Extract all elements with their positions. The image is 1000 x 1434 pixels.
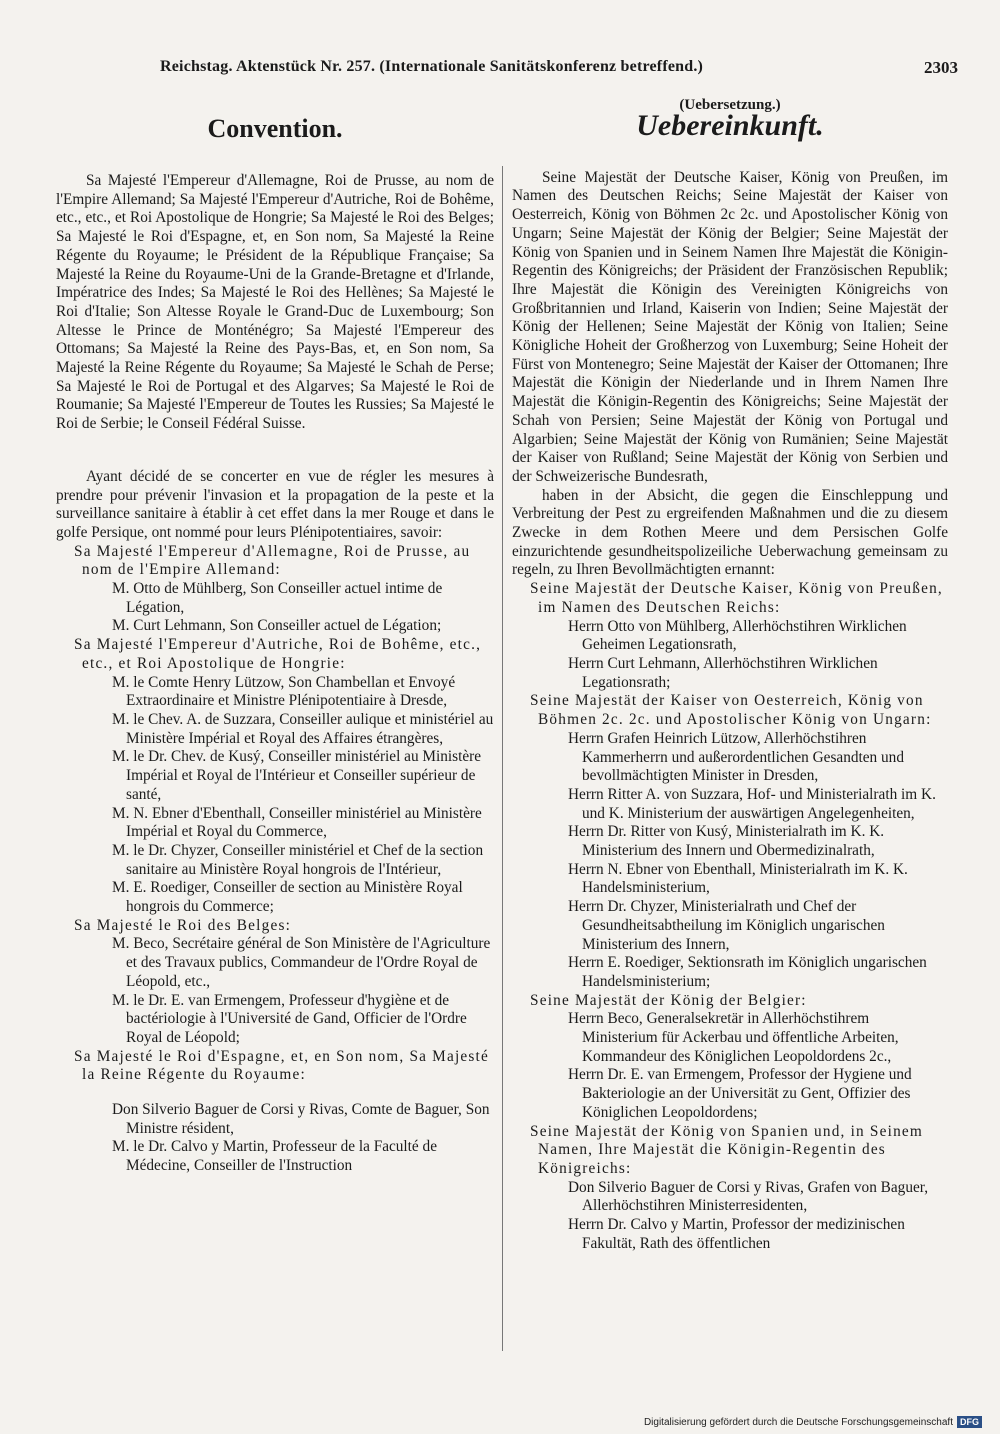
german-delegate: Herrn N. Ebner von Ebenthall, Ministerialrath im K. K. Handelsministerium,	[568, 860, 908, 897]
german-delegate: Herrn Dr. Ritter von Kusý, Ministerialrath im K. K. Ministerium des Innern und Obermedizinalrath,	[568, 823, 885, 860]
footer-credit: Digitalisierung gefördert durch die Deutsche Forschungsgemeinschaft	[643, 1416, 953, 1428]
running-header: Reichstag. Aktenstück Nr. 257. (Internationale Sanitätskonferenz betreffend.)	[160, 58, 704, 75]
french-delegate: M. le Chev. A. de Suzzara, Conseiller aulique et ministériel au Ministère Impérial et Royal des Affaires étrangères,	[112, 710, 494, 747]
german-delegate: Herrn Curt Lehmann, Allerhöchstihren Wirklichen Legationsrath;	[568, 654, 878, 691]
german-column	[512, 90, 948, 1253]
paragraph-gap	[56, 434, 494, 468]
page-number: 2303	[924, 58, 958, 77]
german-delegate: Herrn E. Roediger, Sektionsrath im Königlich ungarischen Handelsministerium;	[568, 954, 927, 990]
french-delegate: M. le Dr. Chev. de Kusý, Conseiller ministériel au Ministère Impérial et Royal de l'Intérieur et Conseiller supérieur de santé,	[112, 748, 482, 803]
german-delegate: Don Silverio Baguer de Corsi y Rivas, Grafen von Baguer, Allerhöchstihren Ministerresidenten,	[568, 1178, 929, 1215]
german-delegate: Herrn Grafen Heinrich Lützow, Allerhöchstihren Kammerherrn und außerordentlichen Gesandten und bevollmächtigten Minister in Dresden,	[568, 729, 904, 785]
dfg-logo-icon: DFG	[957, 1416, 982, 1428]
french-preamble: Sa Majesté l'Empereur d'Allemagne, Roi de Prusse, au nom de l'Empire Allemand; Sa Majesté l'Empereur d'Autriche, Roi de Bohême, etc., etc., et Roi Apostolique de Hongrie; Sa Majesté le Roi des Belges; Sa Majesté le Roi d'Espagne, et, en Son nom, Sa Majesté la Reine Régente du Royaume; le Président de la République Française; Sa Majesté la Reine du Royaume-Uni de la Grande-Bretagne et d'Irlande, Impératrice des Indes; Sa Majesté le Roi des Hellènes; Sa Majesté le Roi d'Italie; Son Altesse Royale le Grand-Duc de Luxembourg; Son Altesse le Prince de Monténégro; Sa Majesté l'Empereur des Ottomans; Sa Majesté la Reine des Pays-Bas, et, en Son nom, Sa Majesté la Reine Régente du Royaume; Sa Majesté le Schah de Perse; Sa Majesté le Roi de Portugal et des Algarves; Sa Majesté le Roi de Roumanie; Sa Majesté l'Empereur de Toutes les Russies; Sa Majesté le Roi de Serbie; le Conseil Fédéral Suisse.	[56, 172, 494, 433]
german-delegate: Herrn Beco, Generalsekretär in Allerhöchstihrem Ministerium für Ackerbau und öffentliche Arbeiten, Kommandeur des Königlichen Leopoldordens 2c.,	[568, 1010, 899, 1065]
french-title: Convention.	[207, 114, 343, 143]
french-delegate: M. le Dr. Chyzer, Conseiller ministériel et Chef de la section sanitaire au Ministère Royal hongrois de l'Intérieur,	[112, 841, 484, 878]
french-intro: Ayant décidé de se concerter en vue de régler les mesures à prendre pour prévenir l'invasion et la propagation de la peste et la surveillance sanitaire à établir à cet effet dans la mer Rouge et dans le golfe Persique, ont nommé pour leurs Plénipotentiaires, savoir:	[56, 467, 494, 541]
list-gap	[56, 1085, 494, 1101]
french-delegate: M. Beco, Secrétaire général de Son Ministère de l'Agriculture et des Travaux publics, Commandeur de l'Ordre Royal de Léopold, etc.,	[112, 935, 491, 990]
german-delegate: Herrn Otto von Mühlberg, Allerhöchstihren Wirklichen Geheimen Legationsrath,	[568, 617, 907, 654]
french-sovereign-1: Sa Majesté l'Empereur d'Allemagne, Roi de Prusse, au nom de l'Empire Allemand:	[74, 542, 471, 579]
german-sovereign-1: Seine Majestät der Deutsche Kaiser, König von Preußen, im Namen des Deutschen Reichs:	[530, 580, 943, 616]
french-delegate: M. E. Roediger, Conseiller de section au Ministère Royal hongrois du Commerce;	[112, 879, 463, 916]
german-preamble: Seine Majestät der Deutsche Kaiser, König von Preußen, im Namen des Deutschen Reichs; Seine Majestät der Kaiser von Oesterreich, König von Böhmen 2c 2c. und Apostolischer König von Ungarn; Seine Majestät der König der Belgier; Seine Majestät der König von Spanien und in Seinem Namen Ihre Majestät die Königin-Regentin des Königreichs; der Präsident der Französischen Republik; Ihre Majestät die Königin des Vereinigten Königreichs von Großbritannien und Irland, Kaiserin von Indien; Seine Majestät der König der Hellenen; Seine Majestät der König von Italien; Seine Königliche Hoheit der Großherzog von Luxemburg; Seine Hoheit der Fürst von Montenegro; Seine Majestät der Kaiser der Ottomanen; Ihre Majestät die Königin der Niederlande und in Ihrem Namen Ihre Majestät die Königin-Regentin des Königreichs; Seine Majestät der Schah von Persien; Seine Majestät der König von Portugal und Algarbien; Seine Majestät der König von Rumänien; Seine Majestät der Kaiser von Rußland; Seine Majestät der König von Serbien und der Schweizerische Bundesrath,	[512, 168, 948, 485]
french-sovereign-2: Sa Majesté l'Empereur d'Autriche, Roi de Bohême, etc., etc., et Roi Apostolique de Hongrie:	[74, 636, 482, 672]
french-delegate: M. le Dr. E. van Ermengem, Professeur d'hygiène et de bactériologie à l'Université de Gand, Officier de l'Ordre Royal de Léopold;	[112, 991, 467, 1046]
german-title: Uebereinkunft.	[636, 108, 824, 142]
french-column	[56, 90, 494, 1176]
french-sovereign-3: Sa Majesté le Roi des Belges:	[74, 916, 292, 934]
german-sovereign-2: Seine Majestät der Kaiser von Oesterreich, König von Böhmen 2c. 2c. und Apostolischer König von Ungarn:	[530, 692, 932, 729]
french-delegate: M. Curt Lehmann, Son Conseiller actuel de Légation;	[112, 617, 442, 635]
german-delegate: Herrn Dr. E. van Ermengem, Professor der Hygiene und Bakteriologie an der Universität zu Gent, Offizier des Königlichen Leopoldordens;	[568, 1066, 912, 1121]
digitization-footer	[644, 1416, 982, 1428]
french-delegate: Don Silverio Baguer de Corsi y Rivas, Comte de Baguer, Son Ministre résident,	[112, 1101, 490, 1137]
german-sovereign-4: Seine Majestät der König von Spanien und, in Seinem Namen, Ihre Majestät die Königin-Regentin des Königreichs:	[530, 1122, 924, 1177]
german-sovereign-3: Seine Majestät der König der Belgier:	[530, 991, 807, 1009]
german-delegate: Herrn Dr. Calvo y Martin, Professor der medizinischen Fakultät, Rath des öffentlichen	[568, 1216, 905, 1252]
french-delegate: M. le Dr. Calvo y Martin, Professeur de la Faculté de Médecine, Conseiller de l'Instruction	[112, 1138, 437, 1175]
german-intro: haben in der Absicht, die gegen die Einschleppung und Verbreitung der Pest zu ergreifenden Maßnahmen und die zu diesem Zwecke in dem Rothen Meere und dem Persischen Golfe einzurichtende gesundheitspolizeiliche Ueberwachung gemeinsam zu regeln, zu Ihren Bevollmächtigten ernannt:	[512, 486, 948, 579]
german-subtitle: (Uebersetzung.)	[679, 97, 781, 113]
french-sovereign-4: Sa Majesté le Roi d'Espagne, et, en Son nom, Sa Majesté la Reine Régente du Royaume:	[74, 1047, 489, 1084]
german-delegate: Herrn Ritter A. von Suzzara, Hof- und Ministerialrath im K. und K. Ministerium der auswärtigen Angelegenheiten,	[568, 785, 936, 822]
french-delegate: M. le Comte Henry Lützow, Son Chambellan et Envoyé Extraordinaire et Ministre Plénipotentiaire à Dresde,	[112, 673, 456, 710]
french-delegate: M. N. Ebner d'Ebenthall, Conseiller ministériel au Ministère Impérial et Royal du Commerce,	[112, 804, 482, 841]
french-delegate: M. Otto de Mühlberg, Son Conseiller actuel intime de Légation,	[112, 580, 443, 616]
german-delegate: Herrn Dr. Chyzer, Ministerialrath und Chef der Gesundheitsabtheilung im Königlich ungarischen Ministerium des Innern,	[568, 898, 885, 953]
column-divider	[502, 166, 503, 1351]
